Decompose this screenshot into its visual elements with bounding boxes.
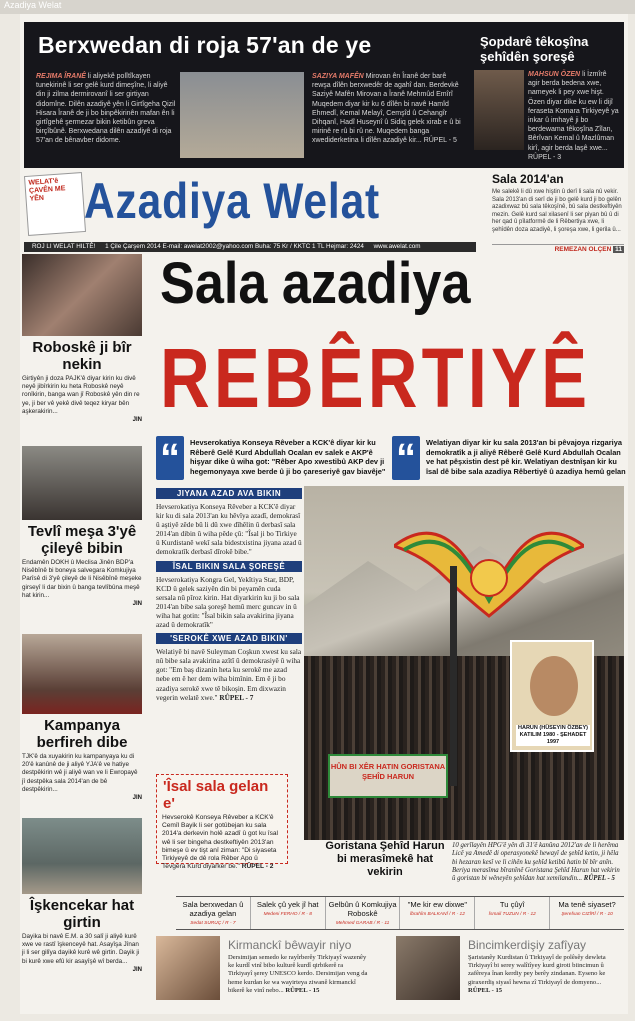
main-article: [156, 484, 302, 702]
left-story-ref: JIN: [132, 795, 142, 802]
section-heading: ÎSAL BIKIN SALA ŞOREŞÊ: [156, 561, 302, 572]
index-item[interactable]: [475, 897, 550, 929]
banner-col1-author: REJIMA ÎRANÊ: [36, 73, 86, 80]
top-strip: Azadiya Welat: [0, 0, 635, 14]
left-story-title: Tevlî meşa 3'yê çileyê bibin: [27, 523, 137, 557]
left-story-photo: [22, 634, 142, 714]
index-item-author: Îbrahîm BALKANÎ / R - 12: [409, 912, 465, 917]
banner-side-body: li İzmîrê agir berda bedena xwe, nameyek li pey xwe hişt. Özen diyar dike ku ew li dijî feraseta Komara Tirkiyeyê ya inkar û imhayê ji bo berdewama têkoşîna Zîlan, Bêrîvan Kemal û Mazlûman kirî, agir berda laşê xwe...: [528, 71, 619, 152]
bottom-story-ref: RÛPEL - 15: [468, 986, 503, 994]
section-text: Hevserokatiya Kongra Gel, Yekîtiya Star, BDP, KCD û gelek saziyên din bi peyamên cuda sersala nû pîroz kirin. Hat diyarkirin ku ji bo sala 2014'an bibe sala şoreşê hemû merc guncav in û wiha hat gotin: "Îsal bikin sala avakirina jiyana azad û demokratîk": [156, 574, 300, 630]
section-body: Welatiyê bi navê Suleyman Coşkun xwest ku sala nû bibe sala avakirina azîtî û demokrasiyê û wiha got: "Em baş dizanin heta ku serokê me azad nebe em ê her dem wiha bimînin. Em ê ji bo azadiya serokê xwe tê bikoşin. Em dixwazin vegerin welatê xwe.": [156, 647, 302, 702]
quote-text: Welatiyan diyar kir ku sala 2013'an bi pêvajoya rizgariya demokratîk a ji aliyê Rêberê Gelê Kurd Abdullah Ocalan ve hat pêşxistin dest pê kir. Welatiyan destnîşan kir ku îsal dê bibe sala azadiya Rêbertiyê û azadiya hemû gelan: [426, 438, 626, 476]
banner-col2-ref: RÛPEL - 5: [423, 137, 457, 145]
photo-caption-body: 10 gerîlayên HPG'ê yên di 31'ê kanûna 2012'an de li herêma Licê ya Amedê di operasyonekê hewayî de şehîd ketin, ji hêla bi hezaran kesî ve li cihên ku şehîd ketibû hatin bî bîr anîn. Beriya merasîma bîranînê Goristana Şehîd Harun hat vekirin û goristan bi wêneyên şehîdan hat xemilandin...: [452, 842, 620, 883]
left-story-text: Dayika bi navê E.M. a 30 salî ji aliyê kurê xwe ve rastî îşkenceyê hat. Asayîşa Jînan ji li ser gilîya dayikê kurê wê girtin. Dayik ji bi kurê xwe efû kir asayîşê wî berda...: [22, 933, 140, 965]
callout-ref: RÛPEL - 2: [241, 863, 274, 871]
editorial-author-name: REMEZAN OLÇEN: [554, 246, 612, 253]
bottom-story-ref: RÛPEL - 15: [285, 986, 320, 994]
left-story-photo: [22, 254, 142, 336]
quote-box-2: [392, 422, 624, 486]
flag-pole: [450, 566, 457, 786]
callout-body: Hevserokê Konseya Rêveber a KCK'ê Cemîl Bayik li ser gotûbejan ku sala 2014'a derkevin holê azadî û got ku îsal wê li ser bingeha destkeftiyên 2013'an bimeşe û ev tişt anî ziman: "Di siyaseta Tirkiyeyê de dê rola Rêber Apo û Tevgera Kurd diyarker be.": [162, 814, 278, 871]
sun-emblem-icon: [394, 516, 584, 626]
banner-side-text: [528, 70, 620, 162]
newspaper-name: Azadiya Welat: [84, 173, 381, 229]
bottom-story-title: Bincimkerdişiy zafîyay: [468, 938, 587, 952]
bottom-story-title: Kirmanckî bêwayir niyo: [228, 938, 352, 952]
banner-col1: [36, 72, 178, 146]
headline-line1: Sala azadiya: [160, 251, 471, 316]
left-story-3[interactable]: [22, 634, 142, 801]
left-story-4[interactable]: [22, 818, 142, 973]
bottom-story-text: [468, 954, 608, 995]
banner-col1-text: li aliyekê polîtîkayen tunekirinê li ser gelê kurd dimeşîne, li aliyê din ji zilma dermirovanî li ser girtiyan didomîne. Dilên azadiyê yên li Girtîgeha Qizil Hisara Îranê de ji bo binpêkirinên mafan ên li girtîgehê şermezar bikin ketibûn greva birçîbûnê. Berxwedana dilên azadiyê di roja 57'an de bênavber didome.: [36, 73, 176, 145]
quote-text: Hevserokatiya Konseya Rêveber a KCK'ê diyar kir ku Rêberê Gelê Kurd Abdullah Ocalan ev salek e AKP'ê hişyar dike û wiha got: "Rêber Apo xwestibû AKP dev ji hegemonyaya xwe berde û ji bo çareseriyê gav biavêje": [190, 438, 386, 476]
bottom-story-body: Şaristanêy Kurdistan û Tirkiyayî de polêsêy dewleta Tirkiyayî bi serey walîtîyey kurd giroti biincimun û zafêreya înan kerdiy pey berêy zindanan. Eyseno ke giraxerdiş siyasî hewna zî Tirkiyayî de domyeno...: [468, 954, 606, 986]
left-story-text: TJK'ê da xuyakirin ku kampanyaya ku di 20'ê kanûnê de ji aliyê YJA'ê ve hatiye destpêkirin wê ji aliyê wan ve li Ewropayê jî destpêka sala 2014'an de bê destpêkirin...: [22, 753, 138, 793]
editorial-column[interactable]: [492, 172, 624, 254]
index-item[interactable]: [550, 897, 624, 929]
left-story-2[interactable]: [22, 446, 142, 607]
bottom-story-body: Dersimijan semedo ke rayîrberêy Tirkiyayî wazenêy ke kurdî vinî bibo kulturê kurdî qirbikerê ra Tirkiyayî şerey UNESCO kerdo. Dersimijan veng da heme kurdan ke wa wayirteya ziwanê kirmanckî bikerê ke vinî nebo...: [228, 954, 368, 994]
index-item-label: Tu çûyî: [499, 900, 525, 909]
section-text: [156, 647, 302, 702]
index-item-label: Sala berxwedan û azadiya gelan: [182, 900, 244, 918]
index-item[interactable]: [251, 897, 326, 929]
masthead-info: 1 Çile Çarşem 2014 E-mail: awelat2002@yahoo.com Buha: 75 Kr / KKTC 1 TL Hejmar: 2424: [105, 243, 364, 250]
cemetery-sign-text: HÛN BI XÊR HATIN GORISTANA ŞEHÎD HARUN: [330, 762, 446, 781]
index-item-author: Şerefxan CIZÎRÎ / R - 10: [561, 912, 613, 917]
callout-title: 'Îsal sala gelan e': [163, 778, 269, 812]
banner-side-photo: [474, 70, 524, 150]
index-item-label: Salek çû yek jî hat: [256, 900, 319, 909]
left-story-1[interactable]: [22, 254, 142, 423]
banner-side-story[interactable]: [470, 24, 622, 164]
portrait-caption: HARUN (HÜSEYIN ÖZBEY) KATILIM 1980 - ŞEHADET 1997: [516, 725, 590, 746]
martyr-portrait: [510, 640, 594, 752]
portrait-face: [530, 656, 578, 716]
index-bar: [176, 896, 624, 930]
index-item-label: Gelbûn û Komkujiya Roboskê: [328, 900, 397, 918]
bottom-story-photo: [156, 936, 220, 1000]
cemetery-sign: [328, 754, 448, 798]
index-item-author: Îsmail TUZUN / R - 12: [488, 912, 536, 917]
editorial-author: [492, 244, 624, 254]
main-photo: [304, 486, 624, 840]
index-item-author: Sedat SURUÇ / R - 7: [190, 921, 236, 926]
masthead-website: www.awelat.com: [373, 243, 421, 250]
editorial-text: Me salekê li dû xwe hiştin û derî li sala nû vekir. Sala 2013'an di serî de ji bo gelê kurd ji bo gelên azadixwaz bû sala têkoşînê, bû sala destkeftiyên mezin. Gelê kurd sal xilasenî li ser piyan bû û di her qad û pîlatformê de li Rêbertiya xwe, li şehîdên doza azadiyê, li şoreşa xwe, li gerila û...: [492, 189, 622, 233]
index-item[interactable]: [326, 897, 401, 929]
index-item-label: Ma tenê siyaset?: [558, 900, 616, 909]
banner-side-ref: RÛPEL - 3: [528, 153, 562, 161]
editorial-page-number: 11: [615, 246, 622, 253]
banner-main-story[interactable]: [28, 24, 466, 164]
masthead-thumb-text: WELAT'ê ÇAVÊN ME YÊN: [28, 177, 66, 203]
callout-text: [157, 812, 287, 873]
section-heading: JIYANA AZAD AVA BIKIN: [156, 488, 302, 499]
left-story-photo: [22, 818, 142, 894]
section-heading: 'SEROKÊ XWE AZAD BIKIN': [156, 633, 302, 644]
banner-col2-text: Mirovan ên Îranê der barê rewşa dîlên berxwedêr de agahî dan. Berdevkê Saziyê Mafên Mirovan a Îranê Mehmûd Emîrî Muqedem diyar kir ku 6 dîlên bi navê Hamîd Ehmedî, Kemal Melayî, Cemşîd û Cehangîr Dihqanî, Hadî Huseynî û Sidiq gelek xirab e û bi mirinê re rû bi rû ne. Muqedem banga xwediderketina li dîlên azadiyê kir...: [312, 73, 461, 145]
bottom-story-2[interactable]: [396, 934, 624, 1004]
index-item[interactable]: [176, 897, 251, 929]
left-story-title: Roboskê ji bîr nekin: [32, 339, 132, 373]
photo-caption-text: [452, 842, 624, 883]
left-story-text: Endamên DOKH û Meclisa Jinên BDP'a Nisêbînê bi boneya salvegara Komkujiya Parîsê di 3'yê çileyê de li Nisêbînê meşeke girseyî li dar bixin û banga tevlîbûna meşê hat kirin...: [22, 559, 142, 599]
left-story-text: Girtiyên ji doza PAJK'ê diyar kirin ku divê neyê jibîrkirin ku heta Roboskê neyê ronîkirin, banga wan jî Roboskê yên din re ye, ji ber vê yekê divê teqez kiryar bên aşkerakirin...: [22, 375, 140, 415]
photo-caption-title: Goristana Şehîd Harun bi merasîmekê hat vekirin: [325, 840, 445, 878]
index-item-label: "Me kir ew dixwe": [407, 900, 468, 909]
banner-side-title: Şopdarê têkoşîna şehîdên şoreşê: [480, 34, 589, 64]
quote-mark-icon: “: [156, 436, 184, 480]
banner-side-author: MAHSUN ÖZEN: [528, 71, 581, 78]
left-story-title: Îşkencekar hat girtin: [29, 897, 135, 931]
banner-title: Berxwedan di roja 57'an de ye: [38, 32, 372, 58]
masthead-tagline: ROJ LI WELAT HILTÊ!: [32, 243, 96, 250]
index-item[interactable]: [400, 897, 475, 929]
bottom-story-photo: [396, 936, 460, 1000]
quote-box-1: [156, 422, 388, 486]
section-ref: RÛPEL - 7: [219, 692, 254, 702]
masthead-thumbnail: [24, 172, 86, 236]
banner-col2-author: SAZIYA MAFÊN: [312, 73, 364, 80]
index-item-author: Mehmed GARAB / R - 11: [335, 921, 390, 926]
left-story-photo: [22, 446, 142, 520]
left-story-ref: JIN: [132, 601, 142, 608]
index-item-author: Medeni FERHO / R - 8: [263, 912, 312, 917]
photo-caption-ref: RÛPEL - 5: [583, 875, 615, 883]
banner-photo: [180, 72, 304, 158]
section-text: Hevserokatiya Konseya Rêveber a KCK'ê diyar kir ku di sala 2013'an ku hêvîya azadî, demokrasî û aştiyê zêde bû li dû xwe dîhêlin û derbasî sala 2014'an dibin û wiha pêde çû: "Îsal ji bo Tirkiye û Kurdistanê wekî sala bidestxistina jiyana azad û demokratîk derbasî dîrokê bibe.": [156, 502, 302, 557]
bottom-story-1[interactable]: [156, 934, 376, 1004]
left-story-title: Kampanya berfireh dibe: [36, 717, 128, 751]
masthead: [24, 172, 624, 256]
newspaper-page: [20, 14, 628, 1014]
banner-col2: [312, 72, 464, 146]
left-story-ref: JIN: [132, 966, 142, 973]
headline-line2: REBÊRTIYÊ: [160, 331, 592, 425]
bottom-story-text: [228, 954, 368, 995]
callout-box[interactable]: [156, 774, 288, 871]
top-banner: [24, 22, 624, 168]
left-story-ref: JIN: [132, 417, 142, 424]
quote-mark-icon: “: [392, 436, 420, 480]
editorial-title: Sala 2014'an: [492, 172, 564, 186]
